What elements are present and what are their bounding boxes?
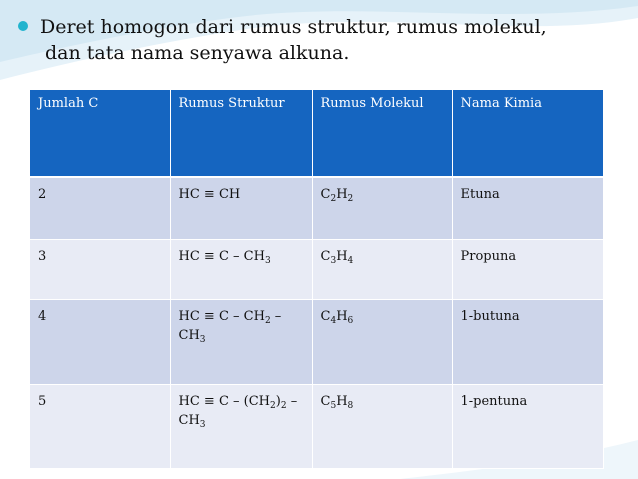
cell-nama: Etuna [452, 177, 603, 240]
header-nama-kimia: Nama Kimia [452, 90, 603, 177]
table-row [30, 240, 603, 300]
intro-line-1: Deret homogon dari rumus struktur, rumus molekul, [18, 14, 618, 40]
cell-jumlah: 2 [30, 177, 170, 240]
intro-text [18, 14, 618, 66]
cell-struktur: HC ≡ CH [170, 177, 312, 240]
cell-nama: Propuna [452, 240, 603, 300]
intro-line-2: dan tata nama senyawa alkuna. [45, 42, 350, 64]
cell-struktur: HC ≡ C – $(CH_2)_2$ – $CH_3$ [170, 385, 312, 469]
cell-nama: 1-pentuna [452, 385, 603, 469]
table-header-row [30, 90, 603, 177]
table-row [30, 177, 603, 240]
header-rumus-molekul: Rumus Molekul [312, 90, 452, 177]
cell-nama: 1-butuna [452, 300, 603, 385]
cell-molekul: $C_5H_8$ [312, 385, 452, 469]
cell-jumlah: 4 [30, 300, 170, 385]
cell-jumlah: 5 [30, 385, 170, 469]
bullet-icon [18, 21, 28, 31]
cell-molekul: $C_3H_4$ [312, 240, 452, 300]
header-jumlah-c: Jumlah C [30, 90, 170, 177]
cell-struktur: HC ≡ C – $CH_3$ [170, 240, 312, 300]
header-rumus-struktur: Rumus Struktur [170, 90, 312, 177]
cell-struktur: HC ≡ C – $CH_2$ – $CH_3$ [170, 300, 312, 385]
table-row [30, 300, 603, 385]
table-row [30, 385, 603, 469]
cell-molekul: $C_2H_2$ [312, 177, 452, 240]
alkyne-table [30, 90, 604, 469]
cell-jumlah: 3 [30, 240, 170, 300]
cell-molekul: $C_4H_6$ [312, 300, 452, 385]
